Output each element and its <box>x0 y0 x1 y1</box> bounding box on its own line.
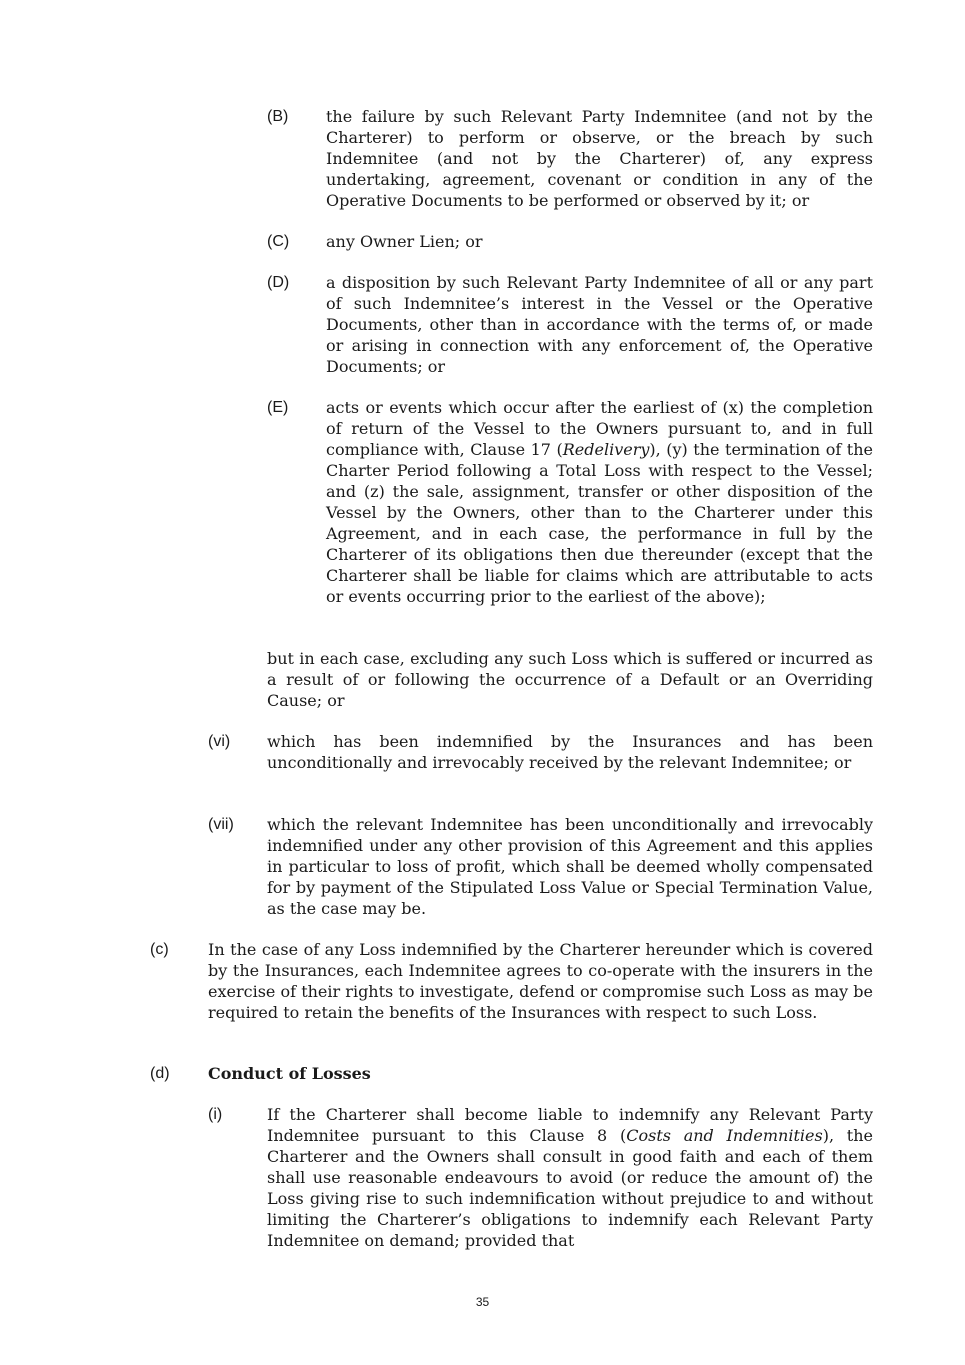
item-label-d-i: (i) <box>208 1106 223 1123</box>
item-text-d-i-part2: ), the Charterer and the Owners shall consult in good faith and each of them shall use reasonable endeavours to avoid (or reduce the amount of) the Loss giving rise to such indemnification without prejudice to and without limiting the Charterer’s obligations to indemnify each Relevant Party Indemnitee on demand; provided that <box>267 1126 874 1250</box>
item-text-B: the failure by such Relevant Party Indemnitee (and not by the Charterer) to perform or observe, or the breach by such Indemnitee (and not by the Charterer) of, any express undertaking, agreement, covenant or condition in any of the Operative Documents to be performed or observed by it; or <box>326 107 873 210</box>
item-text-vi: which has been indemnified by the Insurances and has been unconditionally and irrevocably received by the relevant Indemnitee; or <box>267 732 873 772</box>
item-text-E <box>326 397 873 607</box>
item-label-E: (E) <box>267 399 289 416</box>
item-text-c: In the case of any Loss indemnified by the Charterer hereunder which is covered by the Insurances, each Indemnitee agrees to co-operate with the insurers in the exercise of their rights to investigate, defend or compromise such Loss as may be required to retain the benefits of the Insurances with respect to such Loss. <box>208 940 873 1022</box>
item-label-vi: (vi) <box>208 733 231 750</box>
item-text-vii: which the relevant Indemnitee has been unconditionally and irrevocably indemnified under any other provision of this Agreement and this applies in particular to loss of profit, which shall be deemed wholly compensated for by payment of the Stipulated Loss Value or Special Termination Value, as the case may be. <box>267 815 873 918</box>
item-label-C: (C) <box>267 233 290 250</box>
item-text-E-part2: ), (y) the termination of the Charter Period following a Total Loss with respect to the Vessel; and (z) the sale, assignment, transfer or other disposition of the Vessel by the Owners, other than to the Charterer under this Agreement, and in each case, the performance in full by the Charterer of its obligations then due thereunder (except that the Charterer shall be liable for claims which are attributable to acts or events occurring prior to the earliest of the above); <box>326 440 873 606</box>
exclusion-clause: but in each case, excluding any such Loss which is suffered or incurred as a result of or following the occurrence of a Default or an Overriding Cause; or <box>267 649 873 710</box>
item-text-d-i <box>267 1104 873 1251</box>
item-label-d: (d) <box>150 1065 170 1082</box>
item-label-c: (c) <box>150 941 169 958</box>
item-label-D: (D) <box>267 274 290 291</box>
item-label-B: (B) <box>267 108 289 125</box>
item-text-d-i-part1: If the Charterer shall become liable to indemnify any Relevant Party Indemnitee pursuant to this Clause 8 ( <box>267 1105 873 1145</box>
section-heading-conduct-of-losses: Conduct of Losses <box>208 1064 371 1083</box>
page-number: 35 <box>475 1295 490 1309</box>
item-text-E-part1: acts or events which occur after the earliest of (x) the completion of return of the Vessel to the Owners pursuant to, and in full compliance with, Clause 17 ( <box>326 398 873 459</box>
item-label-vii: (vii) <box>208 816 234 833</box>
item-text-C: any Owner Lien; or <box>326 232 483 251</box>
item-text-D: a disposition by such Relevant Party Indemnitee of all or any part of such Indemnitee’s interest in the Vessel or the Operative Documents, other than in accordance with the terms of, or made or arising in connection with any enforcement of, the Operative Documents; or <box>326 273 873 376</box>
item-text-E-italic: Redelivery <box>562 440 650 459</box>
item-text-d-i-italic: Costs and Indemnities <box>626 1126 823 1145</box>
